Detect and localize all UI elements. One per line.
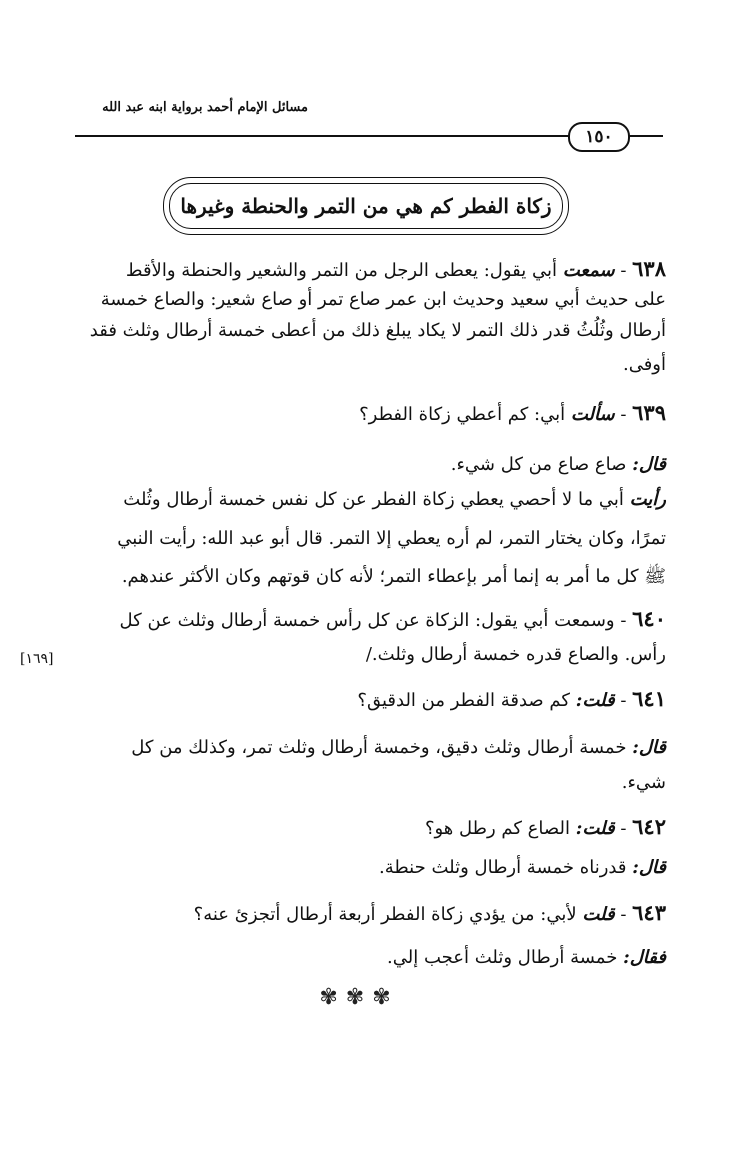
text-line: رأس. والصاع قدره خمسة أرطال وثلث./ <box>365 644 666 665</box>
issue-number: ٦٤٠ <box>632 606 666 631</box>
dash: - <box>614 404 627 425</box>
line-text: لأبي: من يؤدي زكاة الفطر أربعة أرطال أتجزئ عنه؟ <box>193 904 577 925</box>
issue-number: ٦٣٩ <box>632 400 666 425</box>
text-line <box>123 485 666 515</box>
line-text: أبي يقول: يعطى الرجل من التمر والشعير والحنطة والأقط <box>125 260 558 281</box>
issue-number: ٦٤١ <box>632 686 666 711</box>
line-text: الصاع كم رطل هو؟ <box>424 818 570 839</box>
keyword: قلت: <box>575 690 615 711</box>
text-line <box>359 398 666 428</box>
text-line <box>387 943 666 973</box>
keyword: قال: <box>632 454 666 475</box>
keyword: قلت: <box>575 818 615 839</box>
page-number: ١٥٠ <box>568 122 630 152</box>
keyword: رأيت <box>629 489 666 510</box>
text-line: ﷺ كل ما أمر به إنما أمر بإعطاء التمر؛ لأنه كان قوتهم وكان الأكثر عندهم. <box>121 566 666 587</box>
chapter-title: زكاة الفطر كم هي من التمر والحنطة وغيرها <box>169 183 563 229</box>
dash: - <box>614 690 627 711</box>
keyword: فقال: <box>623 947 666 968</box>
text-line <box>451 450 666 480</box>
text-line: تمرًا، وكان يختار التمر، لم أره يعطي إلا التمر. قال أبو عبد الله: رأيت النبي <box>117 528 666 549</box>
line-text: أبي: كم أعطي زكاة الفطر؟ <box>359 404 566 425</box>
text-line: على حديث أبي سعيد وحديث ابن عمر صاع تمر أو صاع شعير: والصاع خمسة <box>100 289 666 310</box>
keyword: قال: <box>632 857 666 878</box>
text-line: أوفى. <box>622 354 666 375</box>
issue-number: ٦٤٣ <box>632 900 666 925</box>
text-line <box>357 684 666 714</box>
text-line <box>425 812 666 842</box>
text-line <box>194 898 666 928</box>
issue-number: ٦٤٢ <box>632 814 666 839</box>
text-line <box>120 604 666 634</box>
issue-number: ٦٣٨ <box>632 256 666 281</box>
dash: - <box>614 260 627 281</box>
keyword: سألت <box>570 404 615 425</box>
line-text: أبي ما لا أحصي يعطي زكاة الفطر عن كل نفس خمسة أرطال وثُلث <box>123 489 624 510</box>
margin-reference: [١٦٩] <box>20 651 54 667</box>
ornament-flowers-icon: ✾✾✾ <box>319 985 399 1010</box>
keyword: قلت <box>582 904 615 925</box>
dash: - <box>614 904 627 925</box>
line-text: خمسة أرطال وثلث أعجب إلي. <box>387 947 618 968</box>
line-text: وسمعت أبي يقول: الزكاة عن كل رأس خمسة أرطال وثلث عن كل <box>119 610 615 631</box>
text-line: أرطال وثُلُثُ قدر ذلك التمر لا يكاد يبلغ ذلك من أعطى خمسة أرطال وثلث فقد <box>89 320 666 341</box>
text-line <box>126 254 666 284</box>
keyword: قال: <box>632 737 666 758</box>
line-text: خمسة أرطال وثلث دقيق، وخمسة أرطال وثلث تمر، وكذلك من كل <box>131 737 627 758</box>
line-text: كم صدقة الفطر من الدقيق؟ <box>357 690 570 711</box>
text-line <box>131 733 666 763</box>
text-line: شيء. <box>621 772 666 793</box>
running-title: مسائل الإمام أحمد برواية ابنه عبد الله <box>102 100 308 115</box>
line-text: صاع صاع من كل شيء. <box>450 454 627 475</box>
dash: - <box>614 818 627 839</box>
line-text: قدرناه خمسة أرطال وثلث حنطة. <box>379 857 627 878</box>
keyword: سمعت <box>562 260 615 281</box>
text-line <box>379 853 666 883</box>
dash: - <box>614 610 627 631</box>
